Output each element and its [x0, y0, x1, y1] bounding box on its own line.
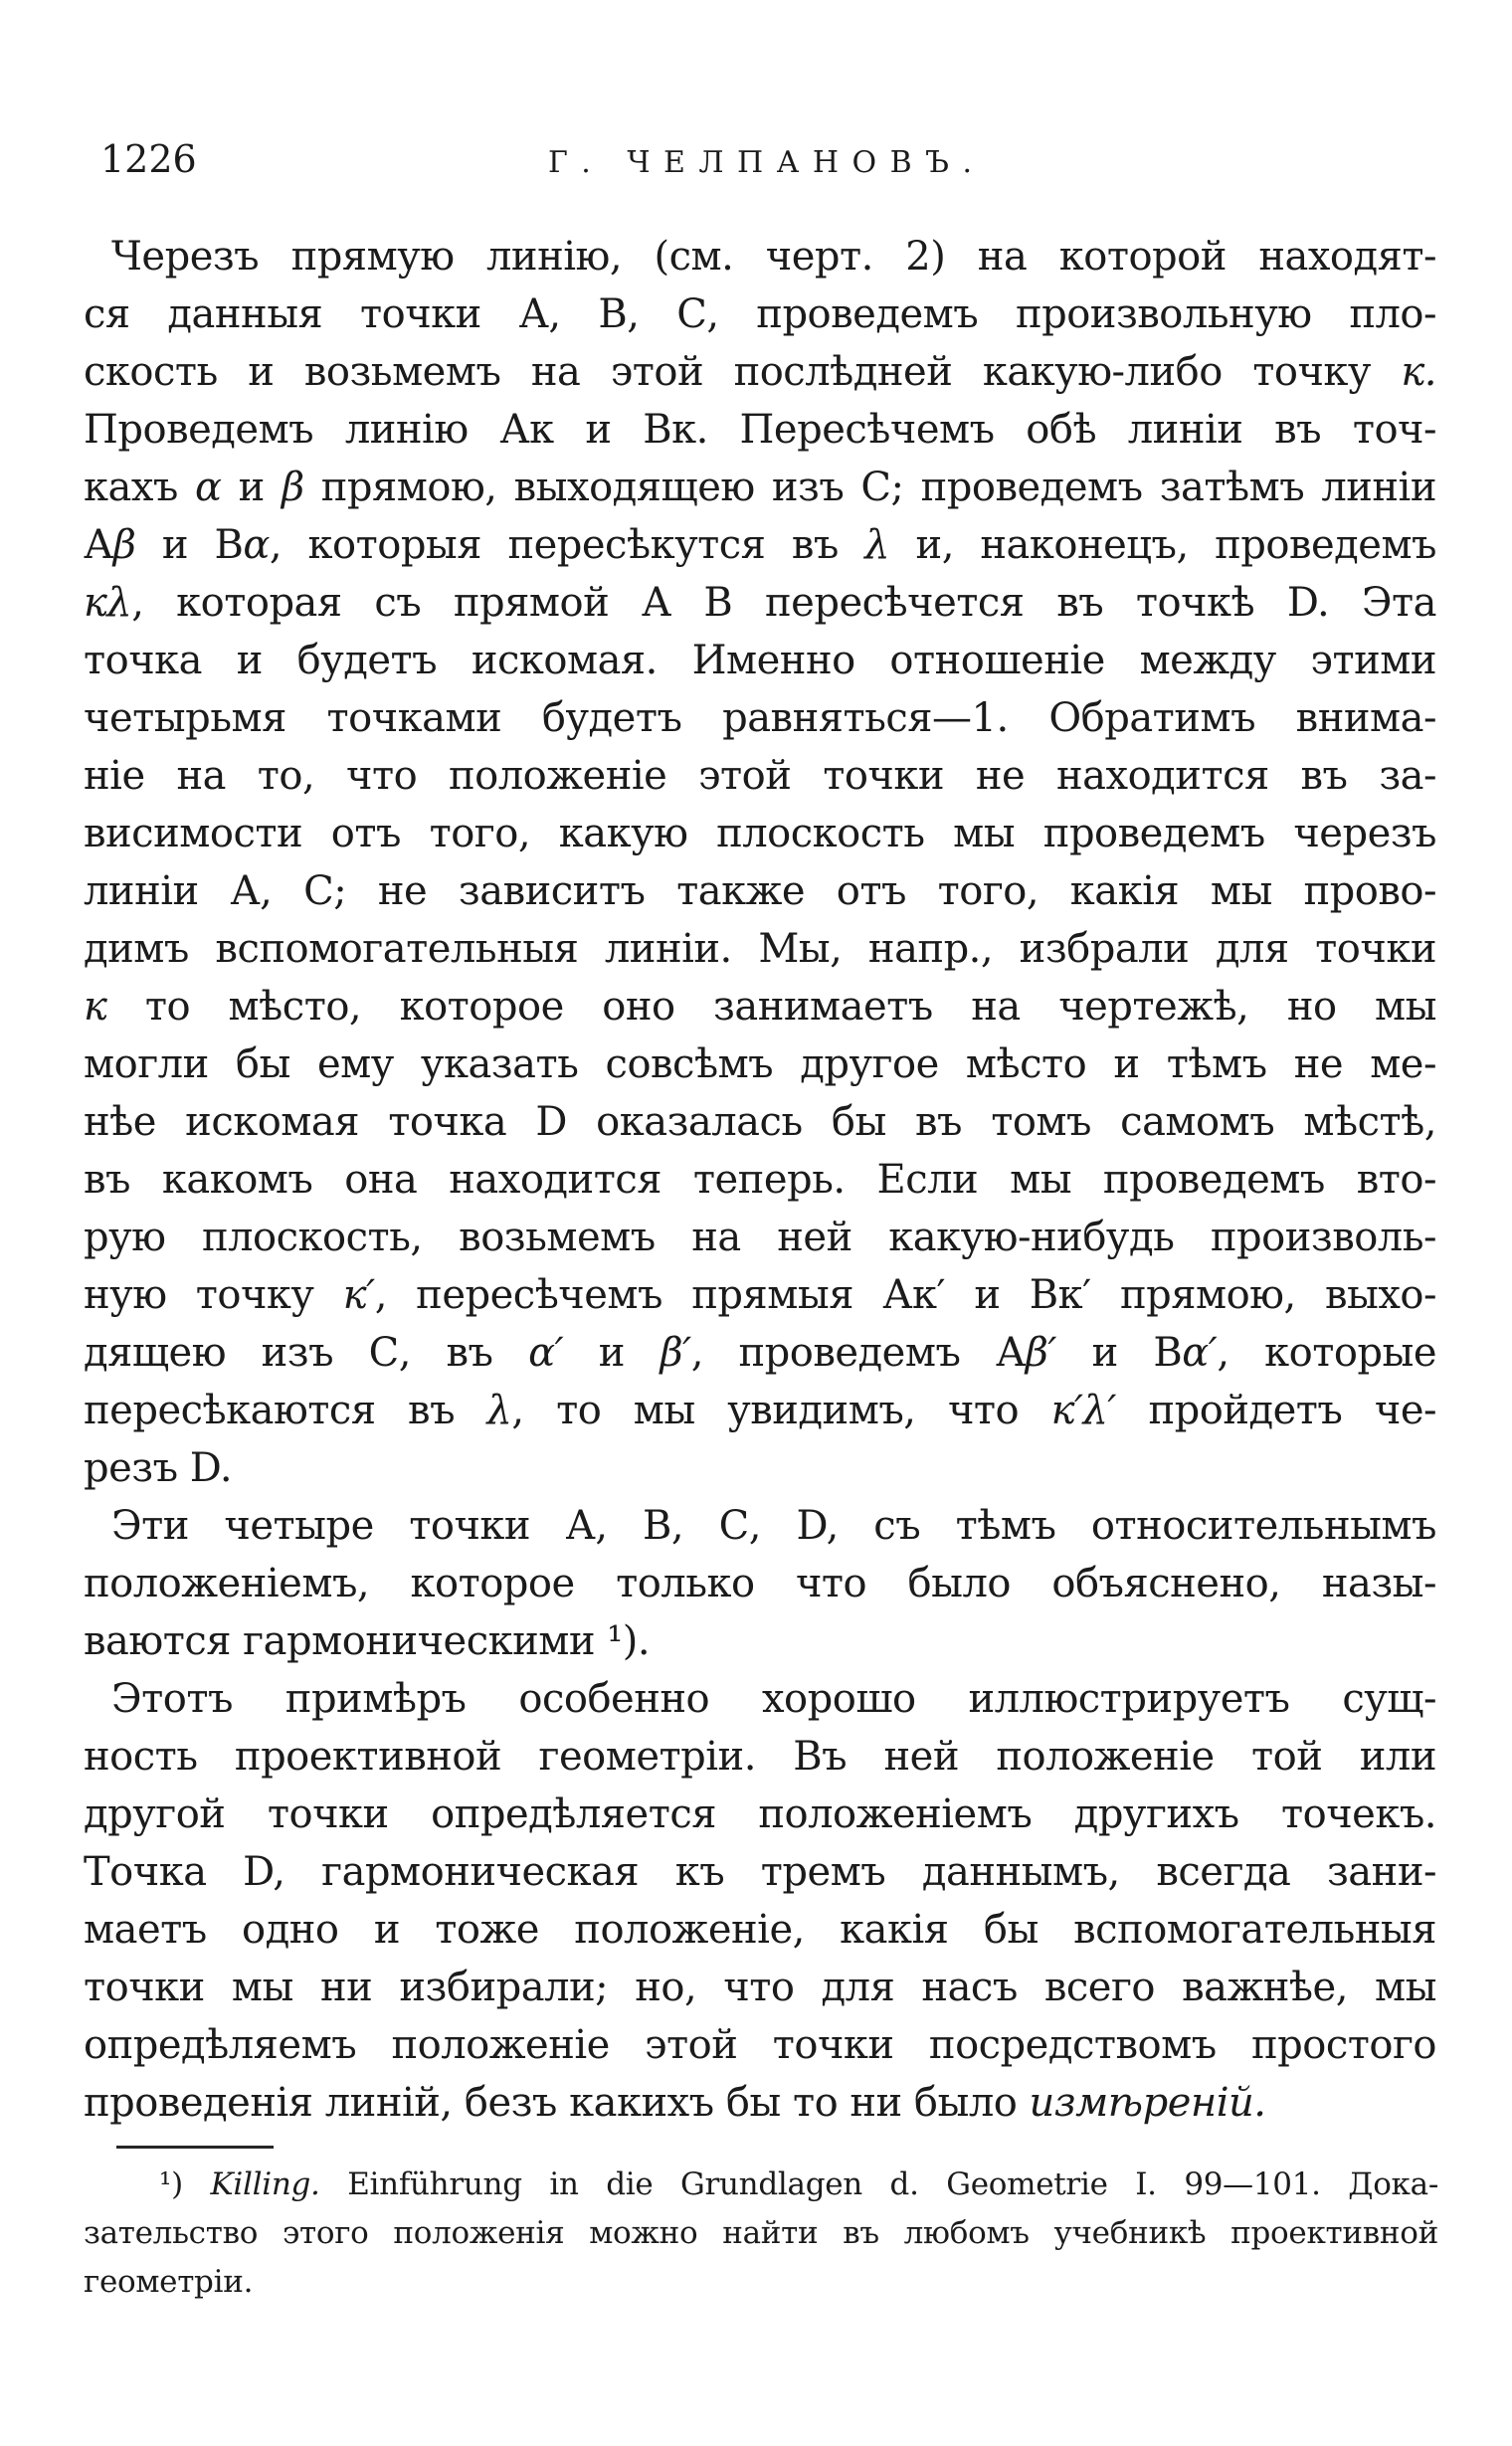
- italic-text-segment: α′: [1182, 1330, 1218, 1376]
- text-line: [84, 516, 1436, 574]
- italic-text-segment: β: [282, 465, 304, 510]
- text-line: [84, 401, 1436, 459]
- text-line: [84, 1439, 1436, 1497]
- text-line: [84, 1728, 1436, 1786]
- text-segment: и, наконецъ, проведемъ: [889, 522, 1436, 568]
- text-segment: положеніемъ, которое только что было объяснено, назы-: [84, 1561, 1436, 1606]
- text-line: [84, 1959, 1436, 2016]
- italic-text-segment: к.: [1401, 349, 1436, 395]
- text-segment: , которая съ прямой А В пересѣчется въ точкѣ D. Эта: [131, 580, 1436, 626]
- page-number: 1226: [100, 137, 197, 181]
- text-line: [84, 1612, 1436, 1670]
- italic-text-segment: кλ: [84, 580, 132, 626]
- text-line: [84, 2209, 1438, 2258]
- italic-text-segment: к′: [342, 1272, 375, 1318]
- text-line: [84, 920, 1436, 978]
- text-segment: ся данныя точки А, В, С, проведемъ произвольную пло-: [84, 291, 1436, 337]
- italic-text-segment: β′: [1025, 1330, 1057, 1376]
- footnote-separator-rule: [116, 2146, 274, 2149]
- text-segment: проведенія линій, безъ какихъ бы то ни было: [84, 2080, 1030, 2126]
- running-header: Г. ЧЕЛПАНОВЪ.: [547, 145, 986, 180]
- text-line: [84, 689, 1436, 747]
- text-segment: и В: [135, 522, 244, 568]
- text-segment: и: [221, 465, 282, 510]
- text-segment: , проведемъ А: [690, 1330, 1026, 1376]
- text-line: [84, 2074, 1436, 2132]
- text-segment: пройдетъ че-: [1116, 1388, 1436, 1433]
- italic-text-segment: β: [112, 522, 136, 568]
- text-segment: могли бы ему указать совсѣмъ другое мѣсто и тѣмъ не ме-: [84, 1041, 1436, 1087]
- text-line: [84, 1843, 1436, 1901]
- text-segment: Этотъ примѣръ особенно хорошо иллюстрируетъ сущ-: [111, 1676, 1436, 1722]
- text-segment: четырьмя точками будетъ равняться—1. Обратимъ внима-: [84, 695, 1436, 741]
- text-line: [84, 2016, 1436, 2074]
- text-line: [84, 747, 1436, 805]
- text-segment: другой точки опредѣляется положеніемъ другихъ точекъ.: [84, 1791, 1436, 1837]
- text-segment: пересѣкаются въ: [84, 1388, 487, 1433]
- text-segment: , пересѣчемъ прямыя Ак′ и Вк′ прямою, выхо-: [374, 1272, 1436, 1318]
- italic-text-segment: λ: [486, 1388, 512, 1433]
- text-line: [84, 1209, 1436, 1266]
- text-segment: А: [84, 522, 113, 568]
- text-line: [84, 459, 1436, 516]
- text-line: [84, 862, 1436, 920]
- text-segment: Точка D, гармоническая къ тремъ даннымъ, всегда зани-: [84, 1849, 1436, 1895]
- body-text: [84, 228, 1436, 2132]
- text-segment: и: [563, 1330, 661, 1376]
- text-segment: Эти четыре точки А, В, С, D, съ тѣмъ относительнымъ: [111, 1503, 1436, 1549]
- text-segment: зательство этого положенія можно найти въ любомъ учебникѣ проективной: [84, 2215, 1438, 2251]
- text-segment: Проведемъ линію Ак и Вк. Пересѣчемъ обѣ линіи въ точ-: [84, 407, 1436, 453]
- text-segment: ную точку: [84, 1272, 343, 1318]
- text-segment: ¹): [159, 2166, 211, 2202]
- italic-text-segment: α: [243, 522, 270, 568]
- italic-text-segment: α: [195, 465, 222, 510]
- text-segment: Черезъ прямую линію, (см. черт. 2) на которой находят-: [111, 234, 1436, 280]
- text-segment: дящею изъ С, въ: [84, 1330, 529, 1376]
- italic-text-segment: β′: [660, 1330, 691, 1376]
- text-segment: маетъ одно и тоже положеніе, какія бы вспомогательныя: [84, 1907, 1436, 1953]
- text-segment: и В: [1056, 1330, 1183, 1376]
- text-line: [84, 1151, 1436, 1209]
- text-segment: , то мы увидимъ, что: [511, 1388, 1051, 1433]
- text-segment: прямою, выходящею изъ С; проведемъ затѣмъ линіи: [303, 465, 1436, 510]
- text-line: [84, 978, 1436, 1035]
- text-segment: ность проективной геометріи. Въ ней положеніе той или: [84, 1734, 1436, 1780]
- text-line: [84, 1093, 1436, 1151]
- text-line: [84, 1035, 1436, 1093]
- text-segment: димъ вспомогательныя линіи. Мы, напр., избрали для точки: [84, 926, 1436, 972]
- text-segment: , которые: [1217, 1330, 1436, 1376]
- text-segment: рую плоскость, возьмемъ на ней какую-нибудь произволь-: [84, 1215, 1436, 1260]
- italic-text-segment: к′λ′: [1050, 1388, 1117, 1433]
- text-line: [84, 1555, 1436, 1612]
- text-segment: Einführung in die Grundlagen d. Geometrie I. 99—101. Дока-: [319, 2166, 1438, 2202]
- text-segment: точки мы ни избирали; но, что для насъ всего важнѣе, мы: [84, 1965, 1436, 2010]
- text-segment: ваются гармоническими ¹).: [84, 1618, 651, 1664]
- text-segment: линіи А, С; не зависитъ также отъ того, какія мы прово-: [84, 868, 1436, 914]
- text-line: [84, 2258, 1438, 2307]
- text-line: [84, 805, 1436, 862]
- text-line: [84, 228, 1436, 285]
- text-segment: висимости отъ того, какую плоскость мы проведемъ черезъ: [84, 811, 1436, 856]
- text-line: [84, 1901, 1436, 1959]
- text-segment: кахъ: [84, 465, 196, 510]
- text-segment: то мѣсто, которое оно занимаетъ на чертежѣ, но мы: [106, 984, 1436, 1030]
- text-line: [84, 2161, 1438, 2209]
- text-line: [84, 632, 1436, 689]
- text-segment: точка и будетъ искомая. Именно отношеніе между этими: [84, 638, 1436, 683]
- text-line: [84, 285, 1436, 343]
- text-line: [84, 1266, 1436, 1324]
- text-line: [84, 1497, 1436, 1555]
- text-line: [84, 1786, 1436, 1843]
- text-line: [84, 1324, 1436, 1382]
- italic-text-segment: α′: [528, 1330, 564, 1376]
- text-segment: въ какомъ она находится теперь. Если мы проведемъ вто-: [84, 1157, 1436, 1203]
- text-line: [84, 574, 1436, 632]
- text-line: [84, 343, 1436, 401]
- text-segment: скость и возьмемъ на этой послѣдней какую-либо точку: [84, 349, 1402, 395]
- footnote: [84, 2161, 1438, 2307]
- text-segment: нѣе искомая точка D оказалась бы въ томъ самомъ мѣстѣ,: [84, 1099, 1436, 1145]
- text-line: [84, 1382, 1436, 1439]
- text-segment: ніе на то, что положеніе этой точки не находится въ за-: [84, 753, 1436, 799]
- text-segment: опредѣляемъ положеніе этой точки посредствомъ простого: [84, 2022, 1436, 2068]
- text-segment: , которыя пересѣкутся въ: [269, 522, 865, 568]
- italic-text-segment: измѣреній.: [1029, 2080, 1266, 2126]
- text-line: [84, 1670, 1436, 1728]
- italic-text-segment: к: [84, 984, 107, 1030]
- italic-text-segment: Killing.: [210, 2166, 320, 2202]
- text-segment: геометріи.: [84, 2264, 254, 2300]
- text-segment: резъ D.: [84, 1445, 233, 1491]
- italic-text-segment: λ: [864, 522, 890, 568]
